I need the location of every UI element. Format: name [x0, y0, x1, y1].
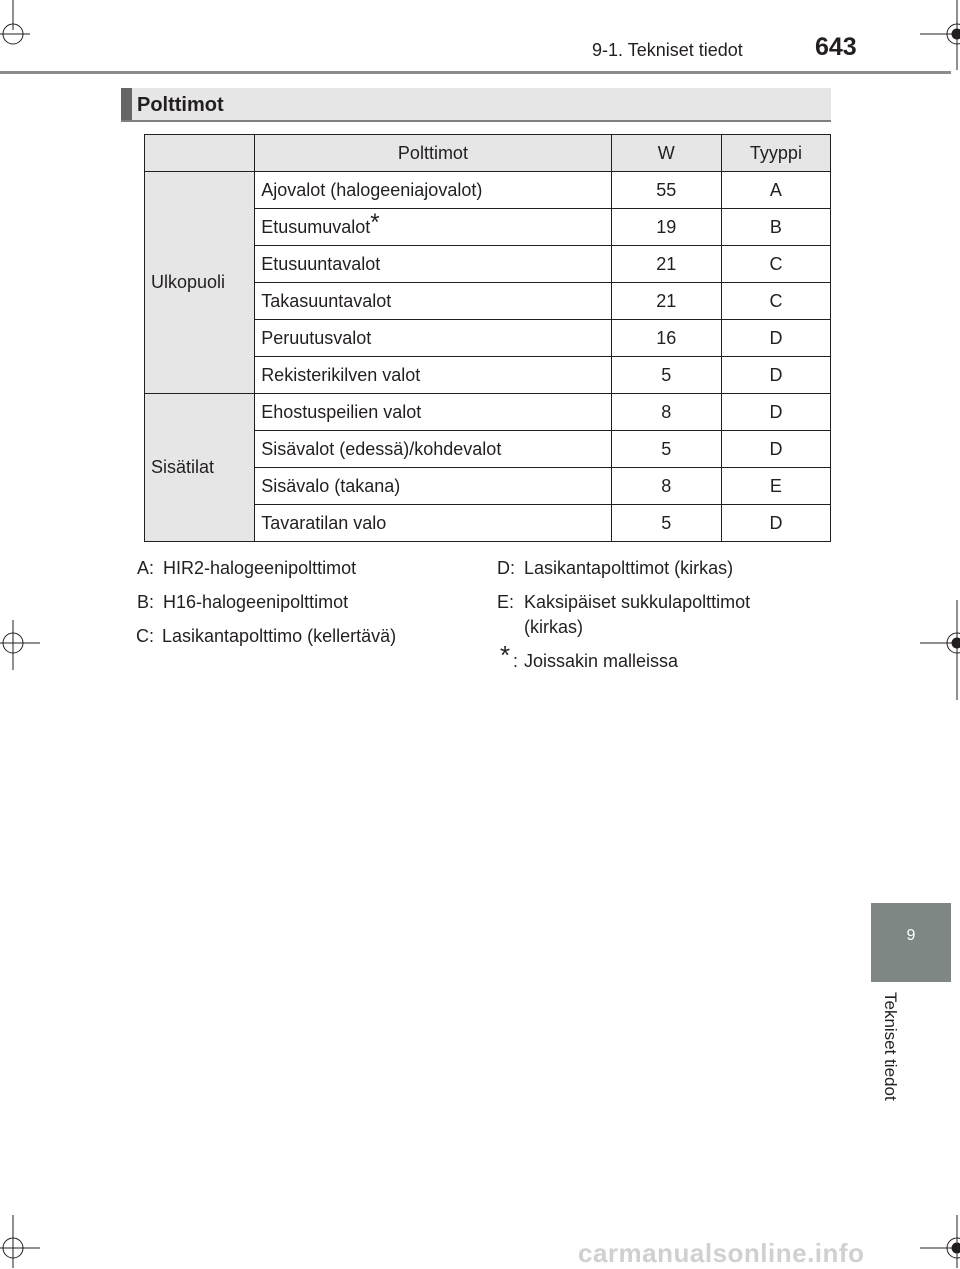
watermark: carmanualsonline.info: [578, 1238, 865, 1268]
watt-cell: 5: [611, 505, 721, 542]
table-header-row: [145, 135, 831, 172]
type-cell: E: [721, 468, 830, 505]
type-cell: D: [721, 431, 830, 468]
legend-text: H16-halogeenipolttimot: [163, 592, 349, 612]
footnote-marker: *: [370, 208, 380, 236]
bulb-name-cell: Sisävalot (edessä)/kohdevalot: [255, 431, 612, 468]
table-row: [145, 172, 831, 209]
type-cell: D: [721, 320, 830, 357]
footnote-text: Joissakin malleissa: [524, 651, 679, 671]
crop-mark-top-right: [920, 0, 960, 70]
table-header-group: [145, 135, 255, 172]
legend-d: [497, 556, 827, 580]
watt-cell: 55: [611, 172, 721, 209]
legend-text: Lasikantapolttimot (kirkas): [524, 558, 734, 578]
footnote-colon: :: [513, 651, 519, 671]
section-title-bar: [121, 88, 831, 122]
chapter-number: 9: [906, 927, 916, 944]
bulb-name-cell: Peruutusvalot: [255, 320, 612, 357]
watt-cell: 8: [611, 394, 721, 431]
crop-mark-top-left: [0, 0, 60, 60]
bulb-name: Etusumuvalot: [261, 216, 371, 237]
watt-cell: 21: [611, 246, 721, 283]
watt-cell: 5: [611, 431, 721, 468]
legend-a: [137, 556, 467, 580]
watt-cell: 8: [611, 468, 721, 505]
type-cell: D: [721, 505, 830, 542]
type-cell: A: [721, 172, 830, 209]
legend-c: [136, 624, 466, 648]
legend-text: HIR2-halogeenipolttimot: [163, 558, 357, 578]
legend-key: C:: [136, 626, 154, 646]
bulb-name-cell: Rekisterikilven valot: [255, 357, 612, 394]
bulb-name-cell: Takasuuntavalot: [255, 283, 612, 320]
type-cell: C: [721, 283, 830, 320]
type-cell: D: [721, 357, 830, 394]
chapter-tab: [871, 903, 951, 982]
group-cell-interior: Sisätilat: [145, 394, 255, 542]
legend-text-line2: (kirkas): [524, 617, 583, 637]
chapter-label: Tekniset tiedot: [881, 992, 900, 1101]
legend-key: E:: [497, 592, 515, 612]
bulb-name-cell: [255, 209, 612, 246]
table-row: [145, 394, 831, 431]
type-cell: C: [721, 246, 830, 283]
crop-mark-bottom-right: [920, 1215, 960, 1268]
section-bar-accent: [121, 88, 132, 120]
bulb-name-cell: Sisävalo (takana): [255, 468, 612, 505]
legend-key: A:: [137, 558, 155, 578]
legend-text: Lasikantapolttimo (kellertävä): [162, 626, 397, 646]
footnote-star: *: [500, 640, 511, 670]
group-cell-exterior: Ulkopuoli: [145, 172, 255, 394]
watt-cell: 19: [611, 209, 721, 246]
crop-mark-bottom-left: [0, 1215, 40, 1268]
bulb-name-cell: Tavaratilan valo: [255, 505, 612, 542]
type-cell: D: [721, 394, 830, 431]
bulb-name-cell: Ajovalot (halogeeniajovalot): [255, 172, 612, 209]
table-header-bulb: Polttimot: [255, 135, 612, 172]
legend-e: [497, 590, 827, 640]
table-header-type: Tyyppi: [721, 135, 830, 172]
page-number: 643: [815, 33, 857, 61]
bulb-name-cell: Etusuuntavalot: [255, 246, 612, 283]
watt-cell: 5: [611, 357, 721, 394]
type-cell: B: [721, 209, 830, 246]
crop-mark-mid-right: [920, 600, 960, 700]
bulb-table: [144, 134, 831, 542]
table-header-watt: W: [611, 135, 721, 172]
crop-mark-mid-left: [0, 620, 40, 670]
section-title: Polttimot: [137, 94, 224, 116]
legend-b: [137, 590, 467, 614]
header-section-title: 9-1. Tekniset tiedot: [592, 40, 743, 60]
bulb-name-cell: Ehostuspeilien valot: [255, 394, 612, 431]
legend-key: D:: [497, 558, 515, 578]
legend-key: B:: [137, 592, 155, 612]
watt-cell: 21: [611, 283, 721, 320]
legend-text-line1: Kaksipäiset sukkulapolttimot: [524, 592, 751, 612]
watt-cell: 16: [611, 320, 721, 357]
header-rule: [0, 71, 951, 74]
